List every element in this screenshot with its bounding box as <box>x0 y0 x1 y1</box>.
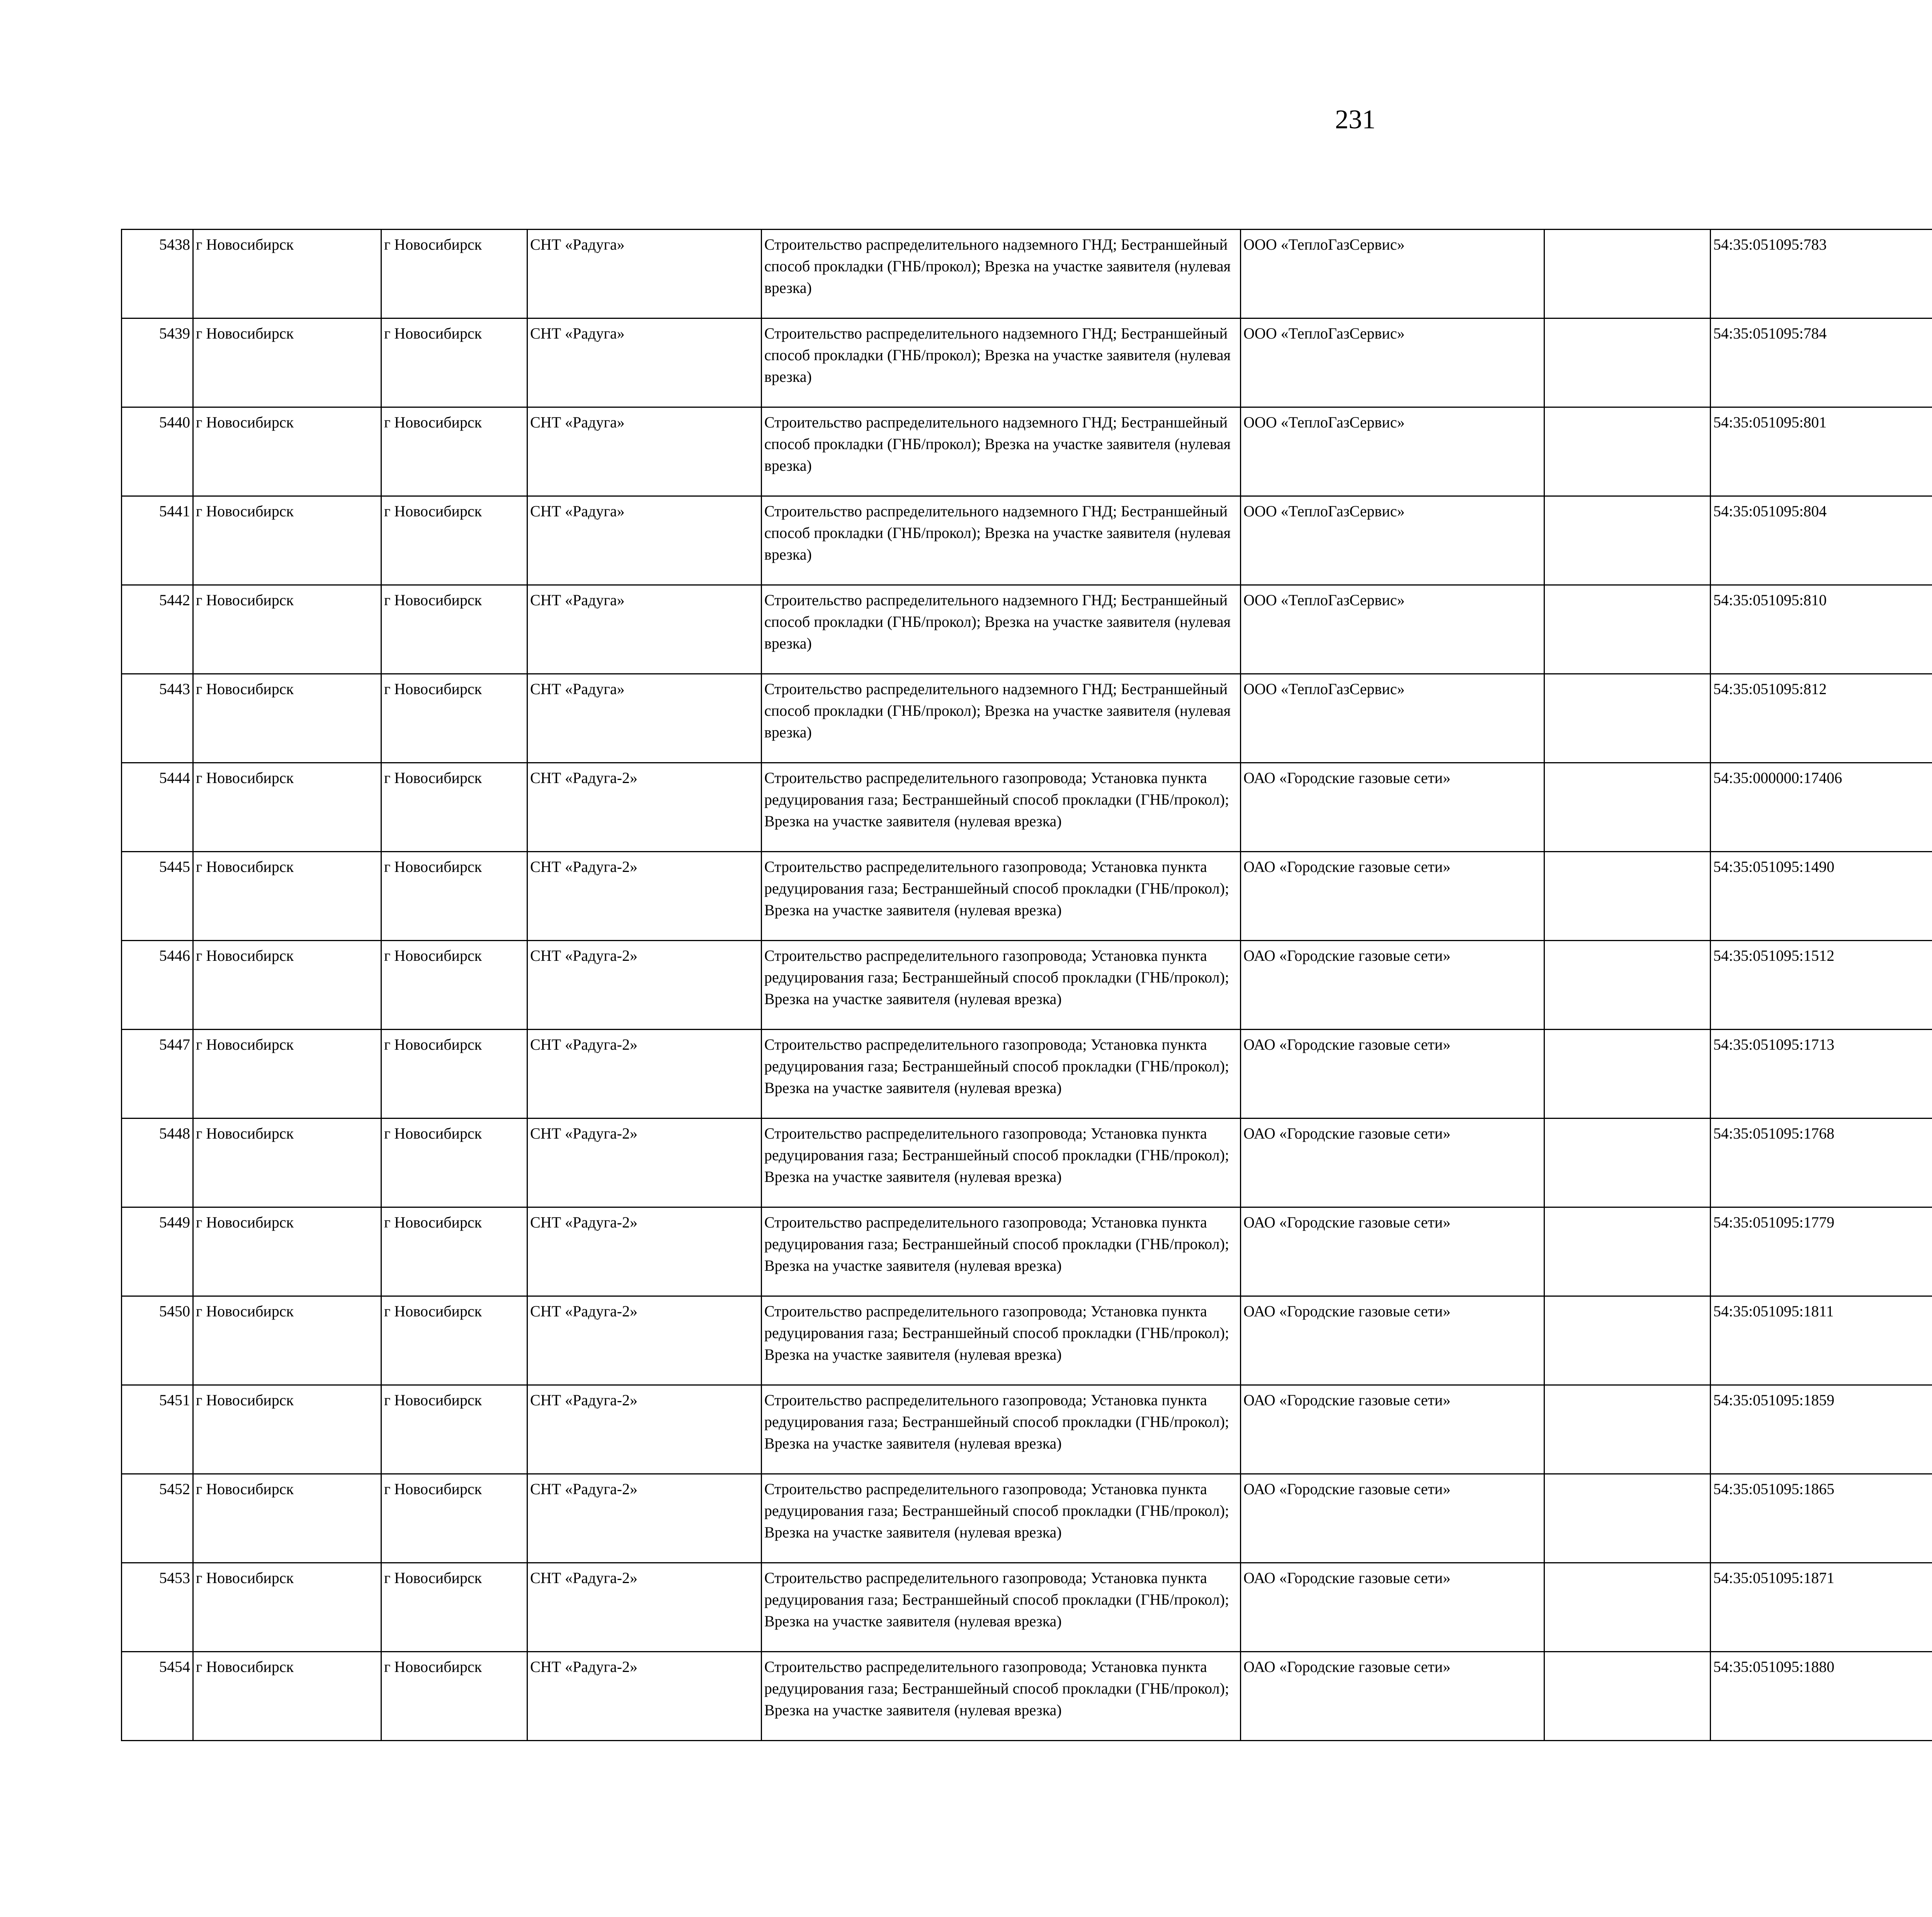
cell-col-empty-1 <box>1544 1652 1711 1741</box>
cell-gas-organization: ОАО «Городские газовые сети» <box>1241 1652 1544 1741</box>
cell-territory: СНТ «Радуга-2» <box>527 1296 762 1385</box>
cell-works-description: Строительство распределительного газопровода; Установка пункта редуцирования газа; Бестраншейный способ прокладки (ГНБ/прокол); Врезка на участке заявителя (нулевая врезка) <box>762 1296 1241 1385</box>
cell-row-number: 5441 <box>122 496 193 585</box>
cell-municipality: г Новосибирск <box>193 407 381 496</box>
cell-works-description: Строительство распределительного газопровода; Установка пункта редуцирования газа; Бестраншейный способ прокладки (ГНБ/прокол); Врезка на участке заявителя (нулевая врезка) <box>762 1119 1241 1207</box>
cell-works-description: Строительство распределительного газопровода; Установка пункта редуцирования газа; Бестраншейный способ прокладки (ГНБ/прокол); Врезка на участке заявителя (нулевая врезка) <box>762 763 1241 852</box>
cell-col-empty-1 <box>1544 318 1711 407</box>
table-row <box>122 1207 1932 1296</box>
cell-row-number: 5449 <box>122 1207 193 1296</box>
cell-row-number: 5442 <box>122 585 193 674</box>
cell-municipality: г Новосибирск <box>193 1652 381 1741</box>
cell-row-number: 5446 <box>122 941 193 1030</box>
cell-settlement: г Новосибирск <box>381 1474 527 1563</box>
cell-row-number: 5447 <box>122 1030 193 1119</box>
cell-territory: СНТ «Радуга-2» <box>527 1474 762 1563</box>
table-row <box>122 941 1932 1030</box>
cell-cadastral-number: 54:35:051095:1811 <box>1711 1296 1932 1385</box>
cell-municipality: г Новосибирск <box>193 496 381 585</box>
cell-cadastral-number: 54:35:051095:1779 <box>1711 1207 1932 1296</box>
cell-works-description: Строительство распределительного газопровода; Установка пункта редуцирования газа; Бестраншейный способ прокладки (ГНБ/прокол); Врезка на участке заявителя (нулевая врезка) <box>762 1385 1241 1474</box>
cell-works-description: Строительство распределительного газопровода; Установка пункта редуцирования газа; Бестраншейный способ прокладки (ГНБ/прокол); Врезка на участке заявителя (нулевая врезка) <box>762 852 1241 941</box>
cell-municipality: г Новосибирск <box>193 674 381 763</box>
cell-col-empty-1 <box>1544 230 1711 318</box>
cell-col-empty-1 <box>1544 852 1711 941</box>
cell-works-description: Строительство распределительного газопровода; Установка пункта редуцирования газа; Бестраншейный способ прокладки (ГНБ/прокол); Врезка на участке заявителя (нулевая врезка) <box>762 1030 1241 1119</box>
cell-territory: СНТ «Радуга-2» <box>527 941 762 1030</box>
table-row <box>122 1296 1932 1385</box>
cell-settlement: г Новосибирск <box>381 1296 527 1385</box>
cell-col-empty-1 <box>1544 1030 1711 1119</box>
cell-gas-organization: ОАО «Городские газовые сети» <box>1241 1296 1544 1385</box>
cell-row-number: 5444 <box>122 763 193 852</box>
cell-gas-organization: ОАО «Городские газовые сети» <box>1241 1563 1544 1652</box>
cell-col-empty-1 <box>1544 496 1711 585</box>
table-row <box>122 674 1932 763</box>
table-row <box>122 230 1932 318</box>
cell-settlement: г Новосибирск <box>381 1563 527 1652</box>
cell-municipality: г Новосибирск <box>193 1385 381 1474</box>
cell-gas-organization: ООО «ТеплоГазСервис» <box>1241 318 1544 407</box>
cell-cadastral-number: 54:35:051095:801 <box>1711 407 1932 496</box>
cell-settlement: г Новосибирск <box>381 941 527 1030</box>
cell-cadastral-number: 54:35:051095:1880 <box>1711 1652 1932 1741</box>
cell-col-empty-1 <box>1544 1385 1711 1474</box>
cell-gas-organization: ООО «ТеплоГазСервис» <box>1241 496 1544 585</box>
cell-gas-organization: ОАО «Городские газовые сети» <box>1241 852 1544 941</box>
cell-col-empty-1 <box>1544 674 1711 763</box>
cell-settlement: г Новосибирск <box>381 1119 527 1207</box>
cell-cadastral-number: 54:35:051095:1859 <box>1711 1385 1932 1474</box>
cell-row-number: 5453 <box>122 1563 193 1652</box>
cell-territory: СНТ «Радуга» <box>527 496 762 585</box>
table-row <box>122 1563 1932 1652</box>
cell-row-number: 5440 <box>122 407 193 496</box>
table-row <box>122 1385 1932 1474</box>
cell-row-number: 5445 <box>122 852 193 941</box>
cell-territory: СНТ «Радуга-2» <box>527 852 762 941</box>
cell-row-number: 5454 <box>122 1652 193 1741</box>
cell-territory: СНТ «Радуга-2» <box>527 1207 762 1296</box>
cell-territory: СНТ «Радуга» <box>527 407 762 496</box>
cell-territory: СНТ «Радуга-2» <box>527 1030 762 1119</box>
cell-col-empty-1 <box>1544 407 1711 496</box>
cell-col-empty-1 <box>1544 763 1711 852</box>
cell-cadastral-number: 54:35:051095:812 <box>1711 674 1932 763</box>
cell-gas-organization: ОАО «Городские газовые сети» <box>1241 1474 1544 1563</box>
register-table <box>121 229 1932 1741</box>
table-row <box>122 1652 1932 1741</box>
table-row <box>122 852 1932 941</box>
cell-gas-organization: ОАО «Городские газовые сети» <box>1241 1385 1544 1474</box>
cell-col-empty-1 <box>1544 1474 1711 1563</box>
cell-works-description: Строительство распределительного газопровода; Установка пункта редуцирования газа; Бестраншейный способ прокладки (ГНБ/прокол); Врезка на участке заявителя (нулевая врезка) <box>762 1474 1241 1563</box>
cell-territory: СНТ «Радуга-2» <box>527 1385 762 1474</box>
cell-col-empty-1 <box>1544 585 1711 674</box>
table-row <box>122 1030 1932 1119</box>
cell-works-description: Строительство распределительного надземного ГНД; Бестраншейный способ прокладки (ГНБ/прокол); Врезка на участке заявителя (нулевая врезка) <box>762 585 1241 674</box>
cell-cadastral-number: 54:35:000000:17406 <box>1711 763 1932 852</box>
cell-municipality: г Новосибирск <box>193 1563 381 1652</box>
cell-cadastral-number: 54:35:051095:804 <box>1711 496 1932 585</box>
cell-gas-organization: ООО «ТеплоГазСервис» <box>1241 407 1544 496</box>
cell-settlement: г Новосибирск <box>381 674 527 763</box>
cell-settlement: г Новосибирск <box>381 1030 527 1119</box>
cell-municipality: г Новосибирск <box>193 318 381 407</box>
cell-settlement: г Новосибирск <box>381 1207 527 1296</box>
cell-territory: СНТ «Радуга» <box>527 318 762 407</box>
cell-row-number: 5443 <box>122 674 193 763</box>
cell-gas-organization: ОАО «Городские газовые сети» <box>1241 1207 1544 1296</box>
cell-cadastral-number: 54:35:051095:810 <box>1711 585 1932 674</box>
cell-gas-organization: ОАО «Городские газовые сети» <box>1241 941 1544 1030</box>
cell-municipality: г Новосибирск <box>193 941 381 1030</box>
cell-settlement: г Новосибирск <box>381 407 527 496</box>
cell-territory: СНТ «Радуга» <box>527 585 762 674</box>
cell-municipality: г Новосибирск <box>193 852 381 941</box>
cell-works-description: Строительство распределительного надземного ГНД; Бестраншейный способ прокладки (ГНБ/прокол); Врезка на участке заявителя (нулевая врезка) <box>762 318 1241 407</box>
cell-works-description: Строительство распределительного надземного ГНД; Бестраншейный способ прокладки (ГНБ/прокол); Врезка на участке заявителя (нулевая врезка) <box>762 674 1241 763</box>
cell-cadastral-number: 54:35:051095:784 <box>1711 318 1932 407</box>
cell-municipality: г Новосибирск <box>193 1296 381 1385</box>
cell-gas-organization: ООО «ТеплоГазСервис» <box>1241 230 1544 318</box>
cell-col-empty-1 <box>1544 1296 1711 1385</box>
cell-cadastral-number: 54:35:051095:1871 <box>1711 1563 1932 1652</box>
cell-works-description: Строительство распределительного газопровода; Установка пункта редуцирования газа; Бестраншейный способ прокладки (ГНБ/прокол); Врезка на участке заявителя (нулевая врезка) <box>762 1207 1241 1296</box>
cell-cadastral-number: 54:35:051095:1865 <box>1711 1474 1932 1563</box>
table-row <box>122 763 1932 852</box>
cell-row-number: 5439 <box>122 318 193 407</box>
cell-territory: СНТ «Радуга-2» <box>527 763 762 852</box>
cell-gas-organization: ООО «ТеплоГазСервис» <box>1241 585 1544 674</box>
cell-gas-organization: ОАО «Городские газовые сети» <box>1241 1030 1544 1119</box>
cell-row-number: 5451 <box>122 1385 193 1474</box>
cell-municipality: г Новосибирск <box>193 1474 381 1563</box>
cell-gas-organization: ОАО «Городские газовые сети» <box>1241 763 1544 852</box>
cell-settlement: г Новосибирск <box>381 852 527 941</box>
cell-territory: СНТ «Радуга-2» <box>527 1563 762 1652</box>
cell-territory: СНТ «Радуга-2» <box>527 1652 762 1741</box>
table-row <box>122 407 1932 496</box>
page-number: 231 <box>1335 105 1376 134</box>
cell-settlement: г Новосибирск <box>381 1652 527 1741</box>
cell-works-description: Строительство распределительного надземного ГНД; Бестраншейный способ прокладки (ГНБ/прокол); Врезка на участке заявителя (нулевая врезка) <box>762 496 1241 585</box>
cell-municipality: г Новосибирск <box>193 1207 381 1296</box>
cell-row-number: 5438 <box>122 230 193 318</box>
cell-works-description: Строительство распределительного надземного ГНД; Бестраншейный способ прокладки (ГНБ/прокол); Врезка на участке заявителя (нулевая врезка) <box>762 230 1241 318</box>
cell-cadastral-number: 54:35:051095:783 <box>1711 230 1932 318</box>
cell-works-description: Строительство распределительного газопровода; Установка пункта редуцирования газа; Бестраншейный способ прокладки (ГНБ/прокол); Врезка на участке заявителя (нулевая врезка) <box>762 941 1241 1030</box>
cell-row-number: 5450 <box>122 1296 193 1385</box>
cell-row-number: 5452 <box>122 1474 193 1563</box>
table-row <box>122 585 1932 674</box>
cell-territory: СНТ «Радуга» <box>527 230 762 318</box>
cell-col-empty-1 <box>1544 1207 1711 1296</box>
cell-col-empty-1 <box>1544 1119 1711 1207</box>
cell-settlement: г Новосибирск <box>381 585 527 674</box>
cell-row-number: 5448 <box>122 1119 193 1207</box>
cell-municipality: г Новосибирск <box>193 585 381 674</box>
cell-gas-organization: ОАО «Городские газовые сети» <box>1241 1119 1544 1207</box>
cell-works-description: Строительство распределительного газопровода; Установка пункта редуцирования газа; Бестраншейный способ прокладки (ГНБ/прокол); Врезка на участке заявителя (нулевая врезка) <box>762 1652 1241 1741</box>
cell-settlement: г Новосибирск <box>381 318 527 407</box>
cell-works-description: Строительство распределительного газопровода; Установка пункта редуцирования газа; Бестраншейный способ прокладки (ГНБ/прокол); Врезка на участке заявителя (нулевая врезка) <box>762 1563 1241 1652</box>
cell-cadastral-number: 54:35:051095:1768 <box>1711 1119 1932 1207</box>
cell-works-description: Строительство распределительного надземного ГНД; Бестраншейный способ прокладки (ГНБ/прокол); Врезка на участке заявителя (нулевая врезка) <box>762 407 1241 496</box>
cell-municipality: г Новосибирск <box>193 763 381 852</box>
cell-territory: СНТ «Радуга» <box>527 674 762 763</box>
cell-settlement: г Новосибирск <box>381 230 527 318</box>
cell-cadastral-number: 54:35:051095:1713 <box>1711 1030 1932 1119</box>
cell-municipality: г Новосибирск <box>193 1119 381 1207</box>
cell-col-empty-1 <box>1544 1563 1711 1652</box>
cell-settlement: г Новосибирск <box>381 496 527 585</box>
table-row <box>122 1119 1932 1207</box>
cell-territory: СНТ «Радуга-2» <box>527 1119 762 1207</box>
cell-gas-organization: ООО «ТеплоГазСервис» <box>1241 674 1544 763</box>
table-row <box>122 318 1932 407</box>
cell-col-empty-1 <box>1544 941 1711 1030</box>
cell-cadastral-number: 54:35:051095:1512 <box>1711 941 1932 1030</box>
table-row <box>122 496 1932 585</box>
cell-cadastral-number: 54:35:051095:1490 <box>1711 852 1932 941</box>
cell-municipality: г Новосибирск <box>193 230 381 318</box>
table-row <box>122 1474 1932 1563</box>
cell-settlement: г Новосибирск <box>381 1385 527 1474</box>
cell-settlement: г Новосибирск <box>381 763 527 852</box>
cell-municipality: г Новосибирск <box>193 1030 381 1119</box>
